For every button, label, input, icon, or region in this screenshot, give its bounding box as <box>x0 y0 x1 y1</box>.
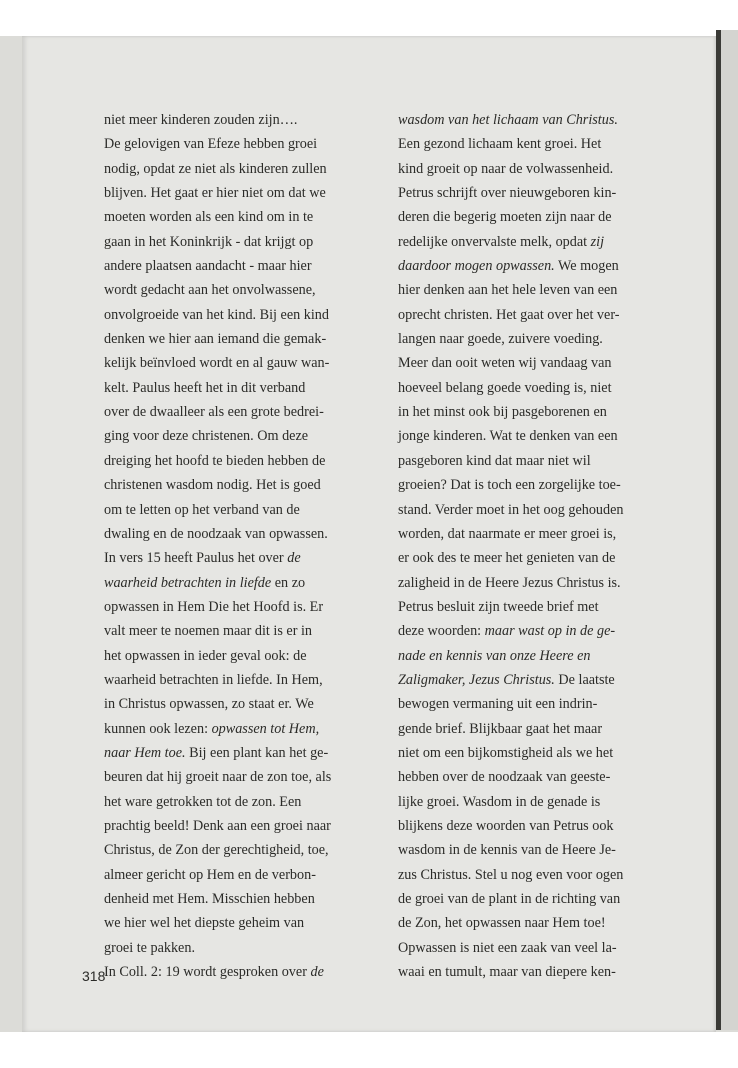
text-segment: Meer dan ooit weten wij vandaag van <box>398 355 612 372</box>
text-line <box>398 449 660 473</box>
text-segment: blijven. Het gaat er hier niet om dat we <box>104 185 326 202</box>
text-segment: valt meer te noemen maar dit is er in <box>104 623 313 640</box>
text-line <box>104 230 366 254</box>
text-line <box>398 571 660 595</box>
text-segment: om te letten op het verband van de <box>104 501 300 518</box>
text-line <box>104 838 366 862</box>
text-segment: kelt. Paulus heeft het in dit verband <box>104 379 306 396</box>
text-line <box>398 619 660 643</box>
text-segment: dwaling en de noodzaak van opwassen. <box>104 525 328 542</box>
text-segment: worden, dat naarmate er meer groei is, <box>398 525 617 542</box>
text-line <box>104 424 366 448</box>
text-segment: groeien? Dat is toch een zorgelijke toe- <box>398 477 621 494</box>
text-line <box>398 303 660 327</box>
text-line <box>398 546 660 570</box>
text-line <box>104 668 366 692</box>
text-line <box>104 887 366 911</box>
text-segment: over de dwaalleer als een grote bedrei- <box>104 404 324 421</box>
text-line <box>398 205 660 229</box>
text-line <box>398 838 660 862</box>
italic-text: de <box>310 964 324 981</box>
text-segment: het opwassen in ieder geval ook: de <box>104 647 307 664</box>
text-line <box>104 571 366 595</box>
text-segment: andere plaatsen aandacht - maar hier <box>104 258 312 275</box>
text-segment: deze woorden: <box>398 623 485 640</box>
text-segment: oprecht christen. Het gaat over het ver- <box>398 306 620 323</box>
text-line <box>398 351 660 375</box>
text-segment: We mogen <box>554 258 619 275</box>
italic-text: maar wast op in de ge- <box>484 623 616 640</box>
text-line <box>104 376 366 400</box>
text-line <box>104 717 366 741</box>
text-segment: de Zon, het opwassen naar Hem toe! <box>398 915 606 932</box>
text-segment: gaan in het Koninkrijk - dat krijgt op <box>104 233 314 250</box>
text-line <box>398 741 660 765</box>
text-line <box>104 449 366 473</box>
text-segment: denken we hier aan iemand die gemak- <box>104 331 327 348</box>
text-line <box>104 911 366 935</box>
text-line <box>104 278 366 302</box>
text-segment: Opwassen is niet een zaak van veel la- <box>398 939 617 956</box>
text-line <box>104 692 366 716</box>
text-line <box>104 960 366 984</box>
text-line <box>104 814 366 838</box>
text-line <box>398 498 660 522</box>
text-line <box>398 522 660 546</box>
text-segment: almeer gericht op Hem en de verbon- <box>104 866 316 883</box>
text-segment: in het minst ook bij pasgeborenen en <box>398 404 607 421</box>
text-segment: stand. Verder moet in het oog gehouden <box>398 501 624 518</box>
text-line <box>398 863 660 887</box>
text-segment: er ook des te meer het genieten van de <box>398 550 616 567</box>
text-line <box>398 960 660 984</box>
text-segment: en zo <box>271 574 306 591</box>
text-line <box>398 644 660 668</box>
text-segment: opwassen in Hem Die het Hoofd is. Er <box>104 598 324 615</box>
text-line <box>398 424 660 448</box>
text-segment: In vers 15 heeft Paulus het over <box>104 550 288 567</box>
text-segment: het ware getrokken tot de zon. Een <box>104 793 302 810</box>
text-line <box>104 303 366 327</box>
text-segment: waarheid betrachten in liefde. In Hem, <box>104 671 323 688</box>
right-text-column <box>398 108 660 984</box>
text-segment: dreiging het hoofd te bieden hebben de <box>104 452 326 469</box>
text-line <box>104 765 366 789</box>
italic-text: daardoor mogen opwassen. <box>398 258 555 275</box>
text-line <box>104 546 366 570</box>
text-segment: in Christus opwassen, zo staat er. We <box>104 696 314 713</box>
text-line <box>104 936 366 960</box>
text-segment: jonge kinderen. Wat te denken van een <box>398 428 618 445</box>
text-segment: wordt gedacht aan het onvolwassene, <box>104 282 316 299</box>
text-line <box>398 936 660 960</box>
text-line <box>398 692 660 716</box>
italic-text: zij <box>590 233 605 250</box>
text-segment: blijkens deze woorden van Petrus ook <box>398 817 614 834</box>
text-line <box>104 254 366 278</box>
text-segment: De laatste <box>554 671 615 688</box>
text-segment: hier denken aan het hele leven van een <box>398 282 618 299</box>
text-line <box>398 157 660 181</box>
text-line <box>104 205 366 229</box>
text-segment: hebben over de noodzaak van geeste- <box>398 769 611 786</box>
italic-text: Zaligmaker, Jezus Christus. <box>398 671 555 688</box>
text-line <box>398 181 660 205</box>
page-number: 318 <box>82 968 106 984</box>
text-line <box>398 254 660 278</box>
text-line <box>398 108 660 132</box>
text-line <box>104 400 366 424</box>
text-segment: zaligheid in de Heere Jezus Christus is. <box>398 574 621 591</box>
text-segment: waai en tumult, maar van diepere ken- <box>398 964 616 981</box>
text-segment: langen naar goede, zuivere voeding. <box>398 331 603 348</box>
text-line <box>398 887 660 911</box>
text-line <box>104 473 366 497</box>
text-line <box>104 498 366 522</box>
text-segment: In Coll. 2: 19 wordt gesproken over <box>104 964 311 981</box>
text-segment: kind groeit op naar de volwassenheid. <box>398 160 614 177</box>
text-line <box>398 376 660 400</box>
text-segment: niet meer kinderen zouden zijn…. <box>104 112 298 128</box>
text-line <box>398 595 660 619</box>
text-segment: we hier wel het diepste geheim van <box>104 915 305 932</box>
text-line <box>398 717 660 741</box>
text-line <box>398 132 660 156</box>
text-line <box>104 327 366 351</box>
scan-background-bottom <box>0 1032 738 1068</box>
text-segment: de groei van de plant in de richting van <box>398 891 621 907</box>
text-line <box>104 181 366 205</box>
italic-text: nade en kennis van onze Heere en <box>398 647 591 664</box>
text-segment: wasdom in de kennis van de Heere Je- <box>398 842 616 859</box>
italic-text: wasdom van het lichaam van Christus. <box>398 112 618 128</box>
text-segment: zus Christus. Stel u nog even voor ogen <box>398 866 624 883</box>
text-line <box>104 522 366 546</box>
italic-text: waarheid betrachten in liefde <box>104 574 272 591</box>
text-line <box>104 157 366 181</box>
italic-text: de <box>287 550 301 567</box>
italic-text: opwassen tot Hem, <box>211 720 320 737</box>
text-segment: prachtig beeld! Denk aan een groei naar <box>104 817 331 834</box>
text-line <box>398 814 660 838</box>
text-line <box>104 351 366 375</box>
scan-background-top <box>0 0 738 36</box>
text-segment: moeten worden als een kind om in te <box>104 209 314 226</box>
text-line <box>104 790 366 814</box>
text-segment: Petrus schrijft over nieuwgeboren kin- <box>398 185 617 202</box>
text-segment: groei te pakken. <box>104 939 195 956</box>
text-line <box>398 668 660 692</box>
text-segment: beuren dat hij groeit naar de zon toe, als <box>104 769 332 786</box>
text-segment: kunnen ook lezen: <box>104 720 212 737</box>
text-segment: kelijk beïnvloed wordt en al gauw wan- <box>104 355 330 372</box>
text-segment: Christus, de Zon der gerechtigheid, toe, <box>104 842 329 859</box>
text-line <box>104 619 366 643</box>
text-segment: lijke groei. Wasdom in de genade is <box>398 793 601 810</box>
text-line <box>398 765 660 789</box>
text-segment: gende brief. Blijkbaar gaat het maar <box>398 720 603 737</box>
text-line <box>104 595 366 619</box>
next-page-edge <box>721 30 738 1030</box>
text-line <box>104 132 366 156</box>
text-segment: nodig, opdat ze niet als kinderen zullen <box>104 160 327 177</box>
text-line <box>398 278 660 302</box>
text-line <box>104 108 366 132</box>
text-segment: deren die begerig moeten zijn naar de <box>398 209 612 226</box>
text-line <box>398 327 660 351</box>
italic-text: naar Hem toe. <box>104 744 186 761</box>
text-line <box>398 230 660 254</box>
text-segment: christenen wasdom nodig. Het is goed <box>104 477 321 494</box>
text-line <box>398 790 660 814</box>
text-segment: niet om een bijkomstigheid als we het <box>398 744 614 761</box>
text-line <box>104 741 366 765</box>
text-segment: hoeveel belang goede voeding is, niet <box>398 379 612 396</box>
text-segment: denheid met Hem. Misschien hebben <box>104 891 315 907</box>
text-line <box>398 400 660 424</box>
text-segment: Bij een plant kan het ge- <box>185 744 329 761</box>
text-segment: bewogen vermaning uit een indrin- <box>398 696 598 713</box>
text-segment: Petrus besluit zijn tweede brief met <box>398 598 599 615</box>
text-segment: pasgeboren kind dat maar niet wil <box>398 452 591 469</box>
text-line <box>398 911 660 935</box>
left-text-column <box>104 108 366 984</box>
text-segment: onvolgroeide van het kind. Bij een kind <box>104 306 329 323</box>
text-line <box>104 863 366 887</box>
text-segment: ging voor deze christenen. Om deze <box>104 428 309 445</box>
text-line <box>104 644 366 668</box>
text-line <box>398 473 660 497</box>
text-segment: Een gezond lichaam kent groei. Het <box>398 136 602 153</box>
text-segment: De gelovigen van Efeze hebben groei <box>104 136 318 153</box>
text-segment: redelijke onvervalste melk, opdat <box>398 233 591 250</box>
